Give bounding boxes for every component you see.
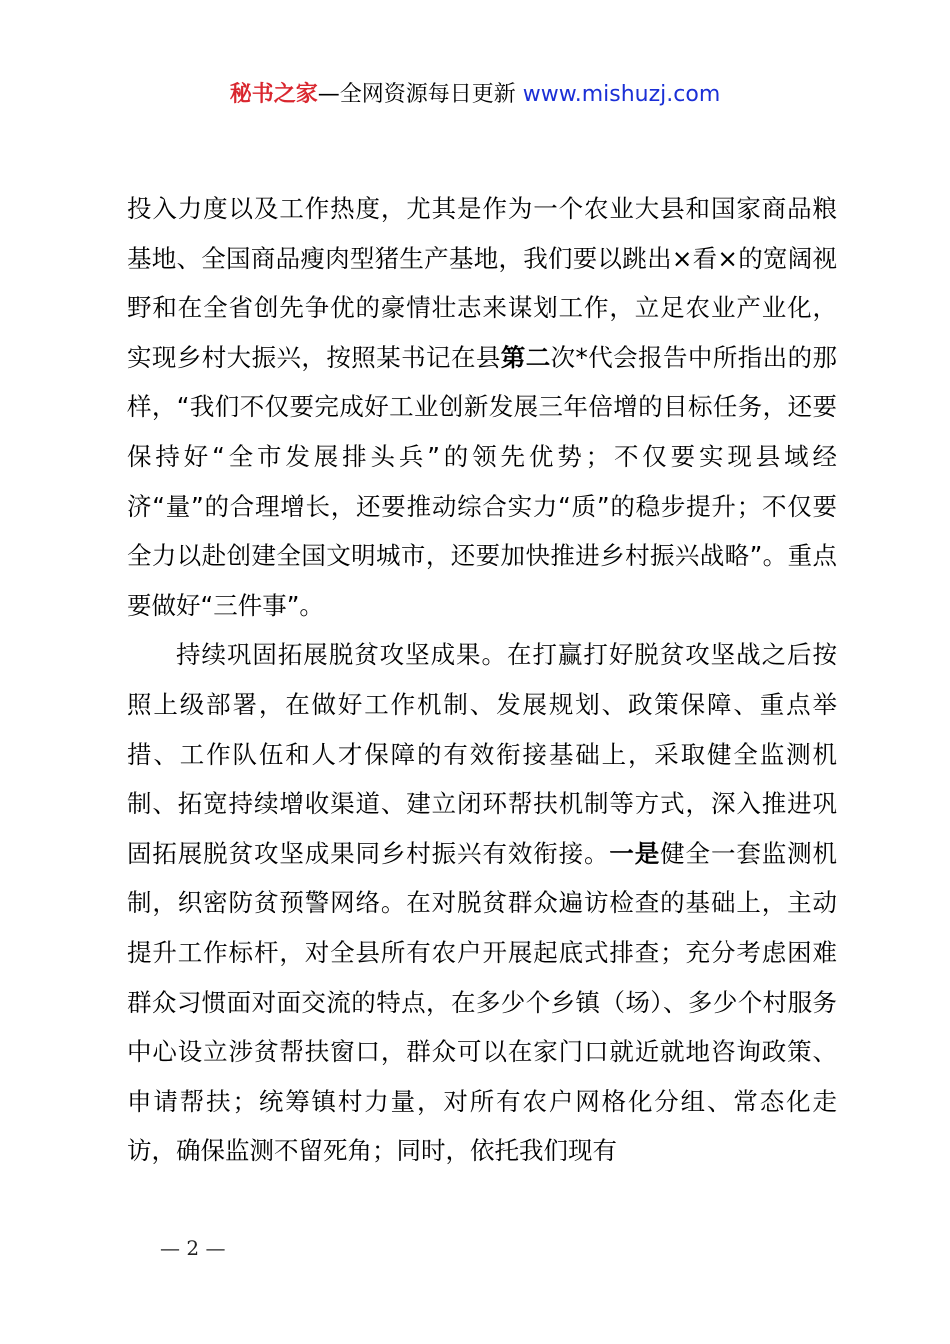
header-url-link[interactable]: www.mishuzj.com bbox=[522, 82, 721, 107]
page-number: — 2 — bbox=[160, 1236, 226, 1260]
paragraph-2-bold: 一是 bbox=[609, 838, 661, 868]
document-body bbox=[127, 184, 837, 1176]
brand-name: 秘书之家 bbox=[229, 82, 318, 107]
paragraph-1 bbox=[127, 184, 837, 630]
paragraph-1-text-b: 次*代会报告中所指出的那样，“我们不仅要完成好工业创新发展三年倍增的目标任务，还要保持好“全市发展排头兵”的领先优势；不仅要实现县域经济“量”的合理增长，还要推动综合实力“质”的稳步提升；不仅要全力以赴创建全国文明城市，还要加快推进乡村振兴战略”。重点要做好“三件事”。 bbox=[127, 342, 838, 620]
page-header bbox=[0, 80, 950, 110]
header-tagline: —全网资源每日更新 bbox=[317, 82, 523, 107]
paragraph-2-text-a: 持续巩固拓展脱贫攻坚成果。在打赢打好脱贫攻坚战之后按照上级部署，在做好工作机制、发展规划、政策保障、重点举措、工作队伍和人才保障的有效衔接基础上，采取健全监测机制、拓宽持续增收渠道、建立闭环帮扶机制等方式，深入推进巩固拓展脱贫攻坚成果同乡村振兴有效衔接。 bbox=[127, 640, 837, 868]
paragraph-2 bbox=[127, 630, 837, 1176]
paragraph-1-bold: 第二 bbox=[500, 342, 551, 372]
paragraph-2-text-b: 健全一套监测机制，织密防贫预警网络。在对脱贫群众遍访检查的基础上，主动提升工作标杆，对全县所有农户开展起底式排查；充分考虑困难群众习惯面对面交流的特点，在多少个乡镇（场）、多少个村服务中心设立涉贫帮扶窗口，群众可以在家门口就近就地咨询政策、申请帮扶；统筹镇村力量，对所有农户网格化分组、常态化走访，确保监测不留死角；同时，依托我们现有 bbox=[127, 838, 838, 1166]
paragraph-1-text-a: 投入力度以及工作热度，尤其是作为一个农业大县和国家商品粮基地、全国商品瘦肉型猪生产基地，我们要以跳出×看×的宽阔视野和在全省创先争优的豪情壮志来谋划工作，立足农业产业化，实现乡村大振兴，按照某书记在县 bbox=[127, 194, 837, 372]
